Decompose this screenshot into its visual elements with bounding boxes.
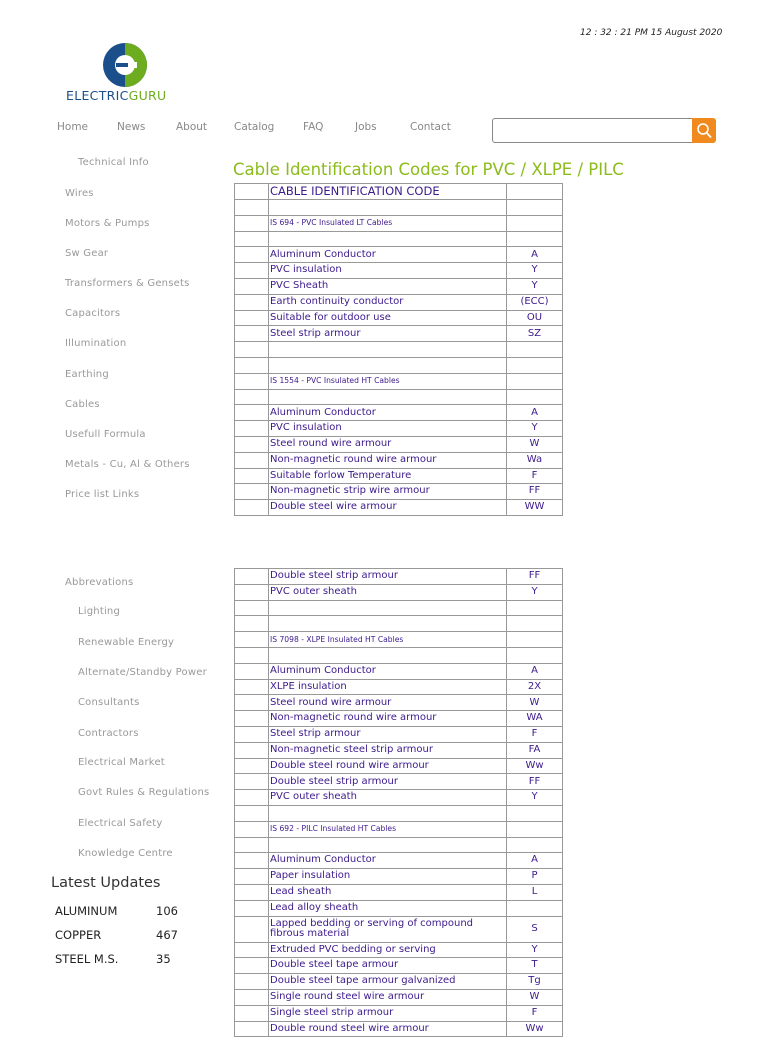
table-cell-blank	[235, 758, 269, 774]
sidebar-item-knowledge-centre[interactable]: Knowledge Centre	[78, 848, 173, 859]
table-cell-code: Y	[507, 263, 563, 279]
sidebar-item-electrical-market[interactable]: Electrical Market	[78, 757, 165, 768]
table-cell-description: Lead alloy sheath	[269, 900, 507, 916]
table-cell-blank	[235, 500, 269, 516]
search-button[interactable]	[692, 118, 716, 143]
table-row	[235, 600, 563, 616]
table-row	[235, 357, 563, 373]
table-cell-code: OU	[507, 310, 563, 326]
table-cell-blank	[235, 837, 269, 853]
table-cell-description: Non-magnetic strip wire armour	[269, 484, 507, 500]
table-cell-description	[269, 389, 507, 405]
table-cell-code	[507, 900, 563, 916]
table-cell-code	[507, 821, 563, 837]
table-cell-description: Steel round wire armour	[269, 695, 507, 711]
table-cell-description: Non-magnetic round wire armour	[269, 711, 507, 727]
sidebar-item-usefull-formula[interactable]: Usefull Formula	[65, 429, 146, 440]
table-cell-description: IS 7098 - XLPE Insulated HT Cables	[269, 632, 507, 648]
table-cell-code: FF	[507, 569, 563, 585]
table-cell-description: Steel strip armour	[269, 326, 507, 342]
table-cell-code: S	[507, 916, 563, 942]
table-cell-description: Lapped bedding or serving of compound fibrous material	[269, 916, 507, 942]
table-cell-description: Paper insulation	[269, 869, 507, 885]
table-row	[235, 215, 563, 231]
table-cell-code	[507, 231, 563, 247]
table-cell-code: F	[507, 1005, 563, 1021]
table-cell-blank	[235, 421, 269, 437]
update-name-steel: STEEL M.S.	[55, 952, 119, 966]
table-cell-code: A	[507, 405, 563, 421]
sidebar-item-earthing[interactable]: Earthing	[65, 369, 109, 380]
table-row	[235, 569, 563, 585]
table-cell-code: W	[507, 695, 563, 711]
table-cell-description: Double steel tape armour	[269, 958, 507, 974]
update-value-copper: 467	[156, 928, 178, 942]
table-cell-blank	[235, 711, 269, 727]
table-cell-blank	[235, 389, 269, 405]
table-cell-description: IS 692 - PILC Insulated HT Cables	[269, 821, 507, 837]
sidebar-item-abbrevations[interactable]: Abbrevations	[65, 577, 134, 588]
table-row	[235, 758, 563, 774]
table-cell-code: F	[507, 726, 563, 742]
table-cell-description: PVC insulation	[269, 421, 507, 437]
table-cell-blank	[235, 436, 269, 452]
table-cell-description: Earth continuity conductor	[269, 294, 507, 310]
table-cell-description: IS 1554 - PVC Insulated HT Cables	[269, 373, 507, 389]
sidebar-item-price-list-links[interactable]: Price list Links	[65, 489, 140, 500]
table-cell-code: Ww	[507, 1021, 563, 1037]
table-row	[235, 200, 563, 216]
table-cell-blank	[235, 821, 269, 837]
sidebar-item-motors-pumps[interactable]: Motors & Pumps	[65, 218, 150, 229]
table-cell-blank	[235, 357, 269, 373]
sidebar-item-renewable-energy[interactable]: Renewable Energy	[78, 637, 175, 648]
table-cell-description	[269, 647, 507, 663]
table-cell-code	[507, 632, 563, 648]
table-cell-code: T	[507, 958, 563, 974]
table-row	[235, 405, 563, 421]
table-row	[235, 373, 563, 389]
table-cell-code: W	[507, 436, 563, 452]
search-icon	[692, 118, 716, 143]
table-row	[235, 974, 563, 990]
table-cell-blank	[235, 647, 269, 663]
table-row	[235, 679, 563, 695]
table-row	[235, 584, 563, 600]
table-cell-blank	[235, 263, 269, 279]
table-cell-description: XLPE insulation	[269, 679, 507, 695]
table-cell-code: F	[507, 468, 563, 484]
table-cell-code	[507, 373, 563, 389]
table-cell-description: Double steel strip armour	[269, 569, 507, 585]
sidebar-item-consultants[interactable]: Consultants	[78, 697, 140, 708]
table-cell-code	[507, 184, 563, 200]
table-cell-code	[507, 616, 563, 632]
electricguru-logo[interactable]	[66, 40, 196, 110]
table-cell-description: Non-magnetic steel strip armour	[269, 742, 507, 758]
table-cell-blank	[235, 663, 269, 679]
table-cell-description: Aluminum Conductor	[269, 663, 507, 679]
table-row	[235, 632, 563, 648]
table-cell-code: A	[507, 853, 563, 869]
table-row	[235, 790, 563, 806]
table-cell-code: FF	[507, 774, 563, 790]
table-cell-description: Double steel tape armour galvanized	[269, 974, 507, 990]
table-row	[235, 958, 563, 974]
table-row	[235, 916, 563, 942]
table-cell-blank	[235, 294, 269, 310]
sidebar-item-lighting[interactable]: Lighting	[78, 606, 121, 617]
table-row	[235, 436, 563, 452]
table-cell-code: SZ	[507, 326, 563, 342]
table-row	[235, 310, 563, 326]
sidebar-item-sw-gear[interactable]: Sw Gear	[65, 248, 109, 259]
table-cell-description	[269, 600, 507, 616]
nav-faq[interactable]: FAQ	[303, 121, 324, 133]
table-cell-code: Y	[507, 942, 563, 958]
table-cell-blank	[235, 373, 269, 389]
table-cell-description: Single steel strip armour	[269, 1005, 507, 1021]
table-cell-code	[507, 805, 563, 821]
table-row	[235, 231, 563, 247]
table-cell-code: Ww	[507, 758, 563, 774]
table-cell-blank	[235, 942, 269, 958]
table-cell-code: A	[507, 663, 563, 679]
nav-jobs[interactable]: Jobs	[355, 121, 377, 133]
table-cell-blank	[235, 805, 269, 821]
table-row	[235, 869, 563, 885]
table-cell-description: PVC Sheath	[269, 278, 507, 294]
table-row	[235, 278, 563, 294]
table-cell-description: Double round steel wire armour	[269, 1021, 507, 1037]
table-cell-description: CABLE IDENTIFICATION CODE	[269, 184, 507, 200]
table-cell-blank	[235, 584, 269, 600]
table-cell-code: P	[507, 869, 563, 885]
table-cell-description	[269, 357, 507, 373]
table-cell-code: FA	[507, 742, 563, 758]
table-cell-blank	[235, 958, 269, 974]
table-cell-description: Single round steel wire armour	[269, 989, 507, 1005]
table-cell-description: PVC outer sheath	[269, 584, 507, 600]
table-cell-code: Y	[507, 790, 563, 806]
logo-mark-icon	[102, 42, 148, 88]
table-cell-code: A	[507, 247, 563, 263]
table-cell-description: Suitable for outdoor use	[269, 310, 507, 326]
nav-about[interactable]: About	[176, 121, 208, 133]
table-cell-code	[507, 357, 563, 373]
table-cell-blank	[235, 774, 269, 790]
table-row	[235, 500, 563, 516]
table-row	[235, 342, 563, 358]
sidebar-item-illumination[interactable]: Illumination	[65, 338, 127, 349]
table-cell-description: PVC outer sheath	[269, 790, 507, 806]
table-row	[235, 484, 563, 500]
update-value-aluminum: 106	[156, 904, 178, 918]
table-cell-description	[269, 200, 507, 216]
table-cell-blank	[235, 310, 269, 326]
table-row	[235, 742, 563, 758]
table-cell-blank	[235, 742, 269, 758]
table-cell-blank	[235, 989, 269, 1005]
table-row	[235, 247, 563, 263]
table-cell-blank	[235, 790, 269, 806]
update-name-aluminum: ALUMINUM	[55, 904, 118, 918]
table-cell-description: Aluminum Conductor	[269, 853, 507, 869]
timestamp: 12 : 32 : 21 PM 15 August 2020	[580, 28, 723, 38]
table-row	[235, 805, 563, 821]
table-row	[235, 389, 563, 405]
table-cell-description	[269, 231, 507, 247]
table-cell-code	[507, 837, 563, 853]
table-cell-code	[507, 215, 563, 231]
table-cell-description: Double steel strip armour	[269, 774, 507, 790]
table-cell-code: W	[507, 989, 563, 1005]
update-value-steel: 35	[156, 952, 171, 966]
table-cell-description: PVC insulation	[269, 263, 507, 279]
table-row	[235, 711, 563, 727]
latest-updates-title: Latest Updates	[51, 875, 161, 891]
table-cell-description: Steel strip armour	[269, 726, 507, 742]
table-row	[235, 647, 563, 663]
table-cell-code	[507, 200, 563, 216]
table-cell-code: WW	[507, 500, 563, 516]
table-row	[235, 884, 563, 900]
sidebar-item-capacitors[interactable]: Capacitors	[65, 308, 121, 319]
search-bar	[492, 118, 716, 143]
table-cell-code	[507, 600, 563, 616]
table-row	[235, 1005, 563, 1021]
table-row	[235, 821, 563, 837]
table-cell-blank	[235, 342, 269, 358]
table-cell-blank	[235, 215, 269, 231]
table-cell-code: Y	[507, 278, 563, 294]
sidebar-item-technical-info[interactable]: Technical Info	[78, 157, 149, 168]
table-cell-description: Non-magnetic round wire armour	[269, 452, 507, 468]
nav-catalog[interactable]: Catalog	[234, 121, 275, 133]
table-cell-code: L	[507, 884, 563, 900]
table-cell-blank	[235, 468, 269, 484]
cable-code-table-part1	[234, 183, 563, 516]
table-cell-blank	[235, 278, 269, 294]
table-cell-code: WA	[507, 711, 563, 727]
table-cell-description: Suitable forlow Temperature	[269, 468, 507, 484]
table-row	[235, 663, 563, 679]
table-cell-description	[269, 837, 507, 853]
table-cell-blank	[235, 231, 269, 247]
nav-home[interactable]: Home	[57, 121, 89, 133]
table-row	[235, 695, 563, 711]
table-cell-description	[269, 616, 507, 632]
table-row	[235, 263, 563, 279]
table-cell-blank	[235, 974, 269, 990]
table-row	[235, 774, 563, 790]
table-row	[235, 900, 563, 916]
nav-news[interactable]: News	[117, 121, 146, 133]
sidebar-item-wires[interactable]: Wires	[65, 188, 94, 199]
table-cell-blank	[235, 200, 269, 216]
table-row	[235, 726, 563, 742]
table-row	[235, 326, 563, 342]
table-cell-blank	[235, 326, 269, 342]
table-cell-description: Steel round wire armour	[269, 436, 507, 452]
table-cell-blank	[235, 484, 269, 500]
table-cell-code	[507, 389, 563, 405]
sidebar-item-transformers-gensets[interactable]: Transformers & Gensets	[65, 278, 190, 289]
sidebar-item-govt-rules[interactable]: Govt Rules & Regulations	[78, 787, 210, 798]
table-cell-blank	[235, 247, 269, 263]
table-cell-code: Y	[507, 584, 563, 600]
table-cell-blank	[235, 600, 269, 616]
table-cell-blank	[235, 569, 269, 585]
table-cell-description	[269, 805, 507, 821]
table-cell-code	[507, 342, 563, 358]
table-cell-blank	[235, 1005, 269, 1021]
table-cell-blank	[235, 616, 269, 632]
table-cell-code: Tg	[507, 974, 563, 990]
table-cell-code: FF	[507, 484, 563, 500]
table-cell-code: Y	[507, 421, 563, 437]
table-row	[235, 421, 563, 437]
table-cell-blank	[235, 1021, 269, 1037]
sidebar-item-cables[interactable]: Cables	[65, 399, 100, 410]
table-cell-blank	[235, 679, 269, 695]
update-name-copper: COPPER	[55, 928, 102, 942]
table-row	[235, 184, 563, 200]
table-row	[235, 837, 563, 853]
table-cell-description	[269, 342, 507, 358]
table-cell-blank	[235, 405, 269, 421]
table-cell-description: Aluminum Conductor	[269, 247, 507, 263]
table-cell-description: Lead sheath	[269, 884, 507, 900]
logo-text: ELECTRICGURU	[66, 88, 167, 103]
table-cell-blank	[235, 184, 269, 200]
table-cell-blank	[235, 726, 269, 742]
table-row	[235, 468, 563, 484]
table-row	[235, 989, 563, 1005]
table-row	[235, 452, 563, 468]
sidebar-item-alternate-standby-power[interactable]: Alternate/Standby Power	[78, 667, 207, 678]
table-cell-blank	[235, 884, 269, 900]
nav-contact[interactable]: Contact	[410, 121, 451, 133]
table-row	[235, 853, 563, 869]
table-cell-description: Double steel wire armour	[269, 500, 507, 516]
table-cell-description: IS 694 - PVC Insulated LT Cables	[269, 215, 507, 231]
table-cell-blank	[235, 916, 269, 942]
table-cell-code	[507, 647, 563, 663]
table-cell-blank	[235, 900, 269, 916]
table-cell-blank	[235, 452, 269, 468]
table-row	[235, 942, 563, 958]
sidebar-item-metals[interactable]: Metals - Cu, Al & Others	[65, 459, 190, 470]
table-cell-code: (ECC)	[507, 294, 563, 310]
table-cell-blank	[235, 695, 269, 711]
sidebar-item-electrical-safety[interactable]: Electrical Safety	[78, 818, 163, 829]
table-cell-description: Double steel round wire armour	[269, 758, 507, 774]
search-input[interactable]	[492, 118, 694, 143]
sidebar-item-contractors[interactable]: Contractors	[78, 728, 139, 739]
table-cell-code: Wa	[507, 452, 563, 468]
table-cell-description: Extruded PVC bedding or serving	[269, 942, 507, 958]
table-cell-blank	[235, 869, 269, 885]
cable-code-table-part2	[234, 568, 563, 1037]
page-title: Cable Identification Codes for PVC / XLPE / PILC	[233, 160, 624, 179]
table-cell-blank	[235, 853, 269, 869]
table-cell-description: Aluminum Conductor	[269, 405, 507, 421]
table-row	[235, 294, 563, 310]
table-cell-code: 2X	[507, 679, 563, 695]
table-row	[235, 1021, 563, 1037]
table-cell-blank	[235, 632, 269, 648]
table-row	[235, 616, 563, 632]
